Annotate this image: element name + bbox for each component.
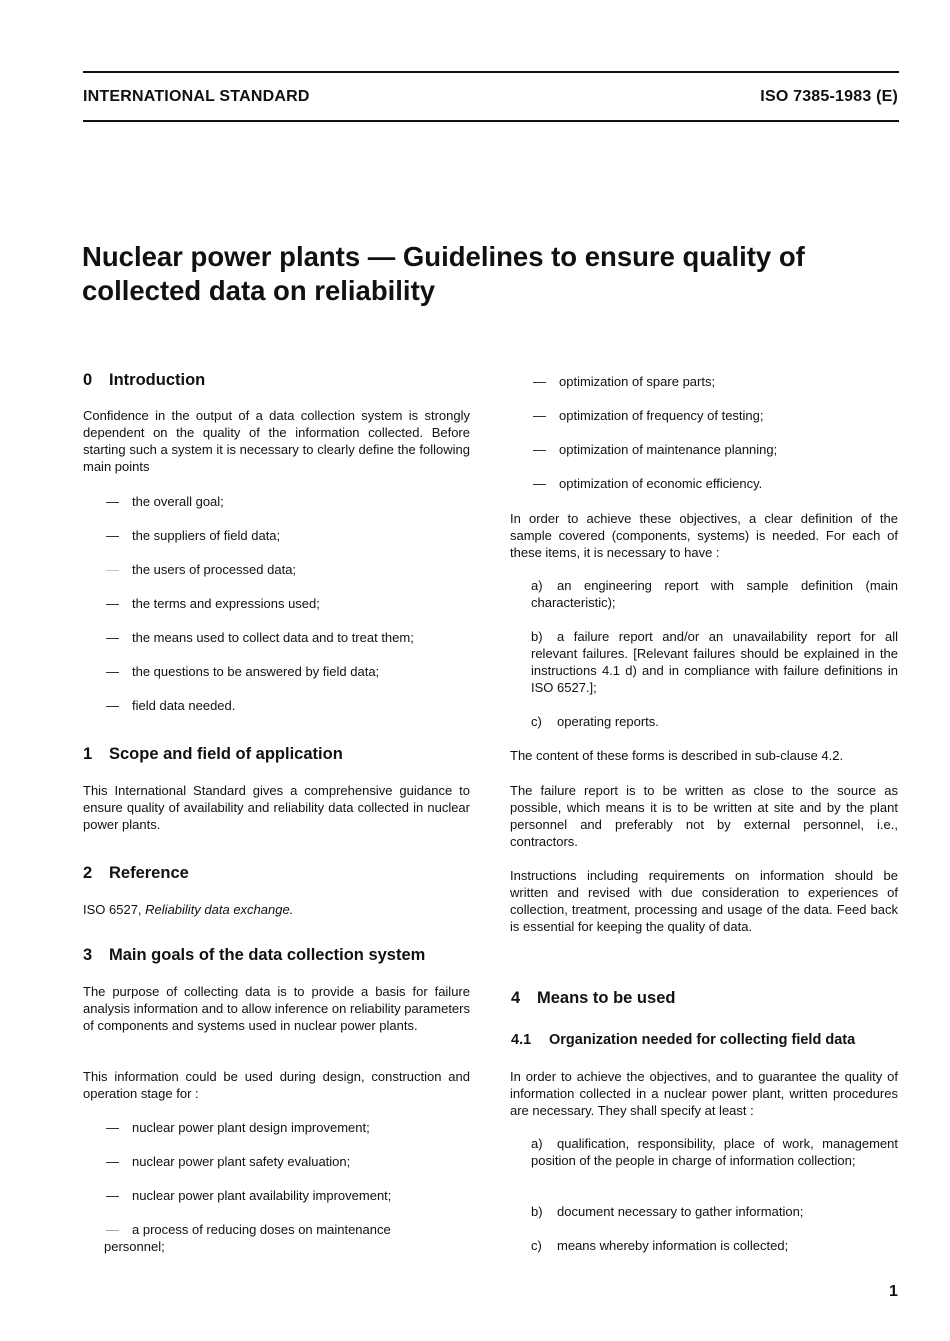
objectives-paragraph: In order to achieve these objectives, a clear definition of the sample covered (components, systems) is needed. For each of these items, it is necessary to have :: [510, 511, 898, 560]
section-number: 4: [511, 989, 521, 1007]
section-title: Main goals of the data collection system: [109, 946, 426, 964]
subsection-4-1-heading: [511, 1032, 855, 1048]
header-standard-label: INTERNATIONAL STANDARD: [83, 88, 310, 105]
section-1-heading: [83, 745, 343, 764]
section-number: 3: [83, 946, 93, 964]
subsection-number: 4.1: [511, 1032, 532, 1048]
section-0-heading: [83, 371, 205, 390]
section-2-heading: [83, 864, 189, 883]
section-title: Introduction: [109, 371, 206, 389]
section-title: Scope and field of application: [109, 745, 343, 763]
sub-item: c) operating reports.: [531, 714, 659, 729]
failure-report-paragraph: The failure report is to be written as close to the source as possible, which means it is to be written at site and by the plant personnel and preferably not by external personnel, i.e., contractors.: [510, 783, 898, 849]
section-number: 0: [83, 371, 93, 389]
reference-title: Reliability data exchange.: [145, 902, 294, 917]
section-title: Means to be used: [537, 989, 676, 1007]
section-4-heading: [511, 989, 675, 1008]
header-bottom-rule: [83, 120, 899, 122]
section-number: 1: [83, 745, 93, 763]
reference-entry: [83, 901, 470, 918]
organization-paragraph: In order to achieve the objectives, and to guarantee the quality of information collected in a nuclear power plant, written procedures are necessary. They shall specify at least :: [510, 1069, 898, 1118]
header-top-rule: [83, 71, 899, 73]
sub-item: c) means whereby information is collected;: [531, 1238, 789, 1253]
sub-item: a) an engineering report with sample definition (main characteristic);: [531, 578, 898, 610]
instructions-paragraph: Instructions including requirements on information should be written and revised with due consideration to experiences of collection, treatment, processing and usage of the data. Feed back is essential for keeping the quality of data.: [510, 868, 898, 934]
purpose-paragraph: The purpose of collecting data is to provide a basis for failure analysis information and to allow inference on reliability parameters of components and systems used in nuclear power plants.: [83, 984, 470, 1033]
section-number: 2: [83, 864, 93, 882]
page-number: 1: [889, 1283, 898, 1300]
document-title: Nuclear power plants — Guidelines to ensure quality of collected data on reliability: [82, 241, 805, 306]
header-document-id: ISO 7385-1983 (E): [760, 88, 898, 105]
sub-item: b) document necessary to gather information;: [531, 1204, 804, 1219]
usage-paragraph: This information could be used during design, construction and operation stage for :: [83, 1069, 470, 1101]
section-3-heading: [83, 946, 425, 965]
forms-paragraph: The content of these forms is described in sub-clause 4.2.: [510, 748, 844, 763]
section-title: Reference: [109, 864, 189, 882]
sub-item: b) a failure report and/or an unavailability report for all relevant failures. [Relevant failures should be explained in the instructions 4.1 d) and in compliance with failure definitions in ISO 6527.];: [531, 629, 898, 695]
reference-code: ISO 6527,: [83, 902, 142, 917]
scope-paragraph: This International Standard gives a comprehensive guidance to ensure quality of availability and reliability data collected in nuclear power plants.: [83, 783, 470, 832]
sub-item: a) qualification, responsibility, place of work, management position of the people in charge of information collection;: [531, 1136, 898, 1168]
intro-paragraph: Confidence in the output of a data collection system is strongly dependent on the quality of the information collected. Before starting such a system it is necessary to clearly define the following main points: [83, 408, 470, 474]
subsection-title: Organization needed for collecting field data: [549, 1032, 856, 1048]
